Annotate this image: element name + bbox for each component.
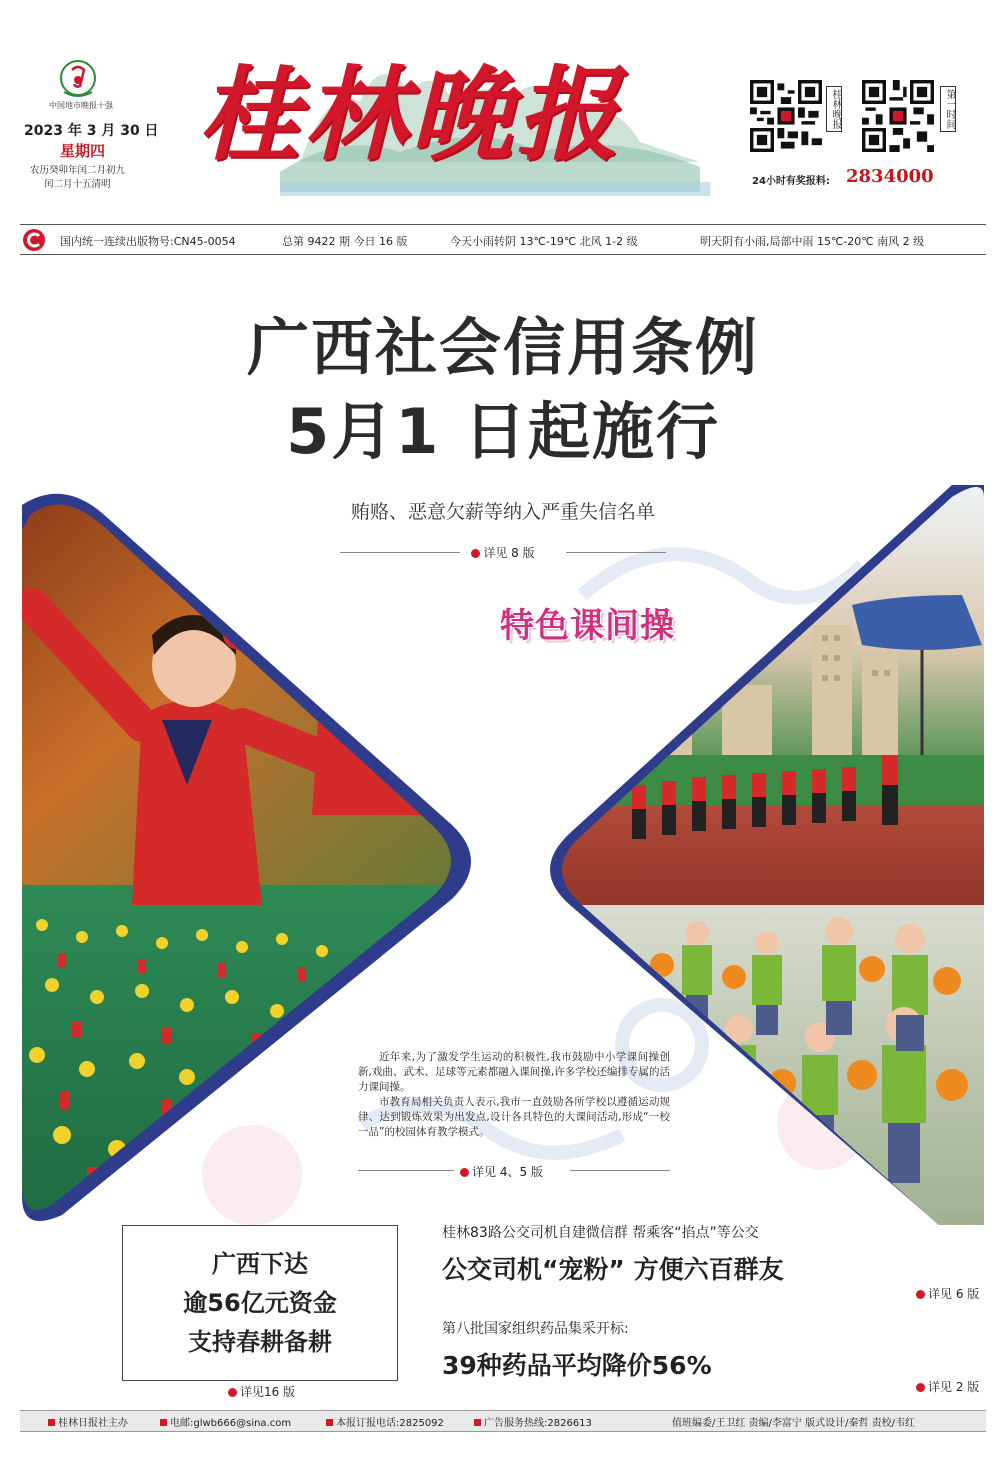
lunar-date: 农历癸卯年闰二月初九 [30, 165, 126, 176]
feature-ref-link[interactable] [460, 1163, 543, 1180]
weather-today: 今天小雨转阴 13℃-19℃ 北风 1-2 级 [450, 235, 638, 248]
footer-staff: 值班编委/王卫红 责编/李富宁 版式设计/秦哲 责校/韦红 [672, 1418, 916, 1429]
story1-ref-text: 详见 6 版 [928, 1287, 980, 1301]
info-bar-top-rule [20, 224, 986, 225]
bullet-icon [916, 1383, 925, 1392]
bullet-icon [228, 1388, 237, 1397]
hotline-number: 2834000 [846, 166, 934, 187]
solar-term: 闰二月十五清明 [44, 179, 111, 190]
qr-code-icon [862, 80, 934, 152]
story2-title[interactable]: 39种药品平均降价56% [442, 1351, 712, 1380]
headline-line-1: 广西社会信用条例 [246, 311, 759, 384]
newspaper-logo: 桂林晚报 [198, 55, 622, 175]
lead-headline[interactable] [0, 306, 1006, 474]
footer-publisher [48, 1414, 128, 1429]
bullet-icon [916, 1290, 925, 1299]
feature-paragraph-2: 市教育局相关负责人表示,我市一直鼓励各所学校以遵循运动规律、达到锻炼效果为出发点,设计各具特色的大课间活动,形成“一校一品”的校园体育教学模式。 [358, 1096, 670, 1138]
bullet-icon [471, 549, 480, 558]
feature-ref-divider-right [570, 1170, 670, 1171]
box-story-title [122, 1245, 398, 1362]
box-title-line-2: 逾56亿元资金 [183, 1289, 337, 1317]
footer-subscription-text: 本报订报电话:2825092 [336, 1418, 444, 1429]
qr-code-icon [750, 80, 822, 152]
emblem-logo [50, 58, 106, 98]
footer-email-text: 电邮:glwb666@sina.com [170, 1418, 292, 1429]
feature-ref-text: 详见 4、5 版 [472, 1165, 543, 1179]
box-title-line-1: 广西下达 [212, 1250, 308, 1278]
footer-subscription [326, 1414, 444, 1429]
square-bullet-icon [48, 1419, 55, 1426]
weekday: 星期四 [60, 142, 106, 160]
box-ref-link[interactable] [228, 1383, 295, 1400]
lead-ref-text: 详见 8 版 [483, 546, 535, 560]
issn-number: 国内统一连续出版物号:CN45-0054 [60, 235, 236, 248]
issue-number: 总第 9422 期 今日 16 版 [282, 235, 408, 248]
footer-ads-text: 广告服务热线:2826613 [484, 1418, 592, 1429]
story1-title[interactable]: 公交司机“宠粉” 方便六百群友 [442, 1255, 784, 1284]
box-ref-text: 详见16 版 [240, 1385, 296, 1399]
story1-kicker: 桂林83路公交司机自建微信群 帮乘客“掐点”等公交 [442, 1225, 759, 1241]
feature-ref-divider-left [358, 1170, 454, 1171]
footer-ads [474, 1414, 592, 1429]
lead-ref-link[interactable] [0, 544, 1006, 561]
hotline-label: 24小时有奖报料: [752, 176, 830, 187]
footer-email[interactable] [160, 1414, 291, 1429]
paper-logo-icon [22, 228, 46, 252]
headline-line-2: 5月1 日起施行 [286, 395, 720, 468]
box-title-line-3: 支持春耕备耕 [188, 1328, 332, 1356]
issue-date: 2023 年 3 月 30 日 [24, 123, 159, 139]
footer-publisher-text: 桂林日报社主办 [58, 1418, 128, 1429]
bullet-icon [460, 1168, 469, 1177]
qr-label-guilin-evening: 桂林晚报 [826, 86, 842, 132]
info-bar-bottom-rule [20, 254, 986, 255]
lead-subhead: 贿赂、恶意欠薪等纳入严重失信名单 [350, 501, 655, 523]
story1-ref-link[interactable] [916, 1285, 979, 1302]
story2-kicker: 第八批国家组织药品集采开标: [442, 1321, 629, 1337]
feature-body [358, 1050, 670, 1140]
qr-label-first-time: 第一时间 [940, 86, 956, 132]
square-bullet-icon [160, 1419, 167, 1426]
feature-paragraph-1: 近年来,为了激发学生运动的积极性,我市鼓励中小学课间操创新,戏曲、武术、足球等元素都融入课间操,许多学校还编排专属的活力课间操。 [358, 1051, 670, 1093]
weather-tomorrow: 明天阴有小雨,局部中雨 15℃-20℃ 南风 2 级 [700, 235, 925, 248]
story2-ref-text: 详见 2 版 [928, 1380, 980, 1394]
feature-title: 特色课间操 [500, 606, 675, 646]
square-bullet-icon [326, 1419, 333, 1426]
story2-ref-link[interactable] [916, 1378, 979, 1395]
emblem-caption: 中国地市晚报十强 [49, 101, 113, 110]
square-bullet-icon [474, 1419, 481, 1426]
